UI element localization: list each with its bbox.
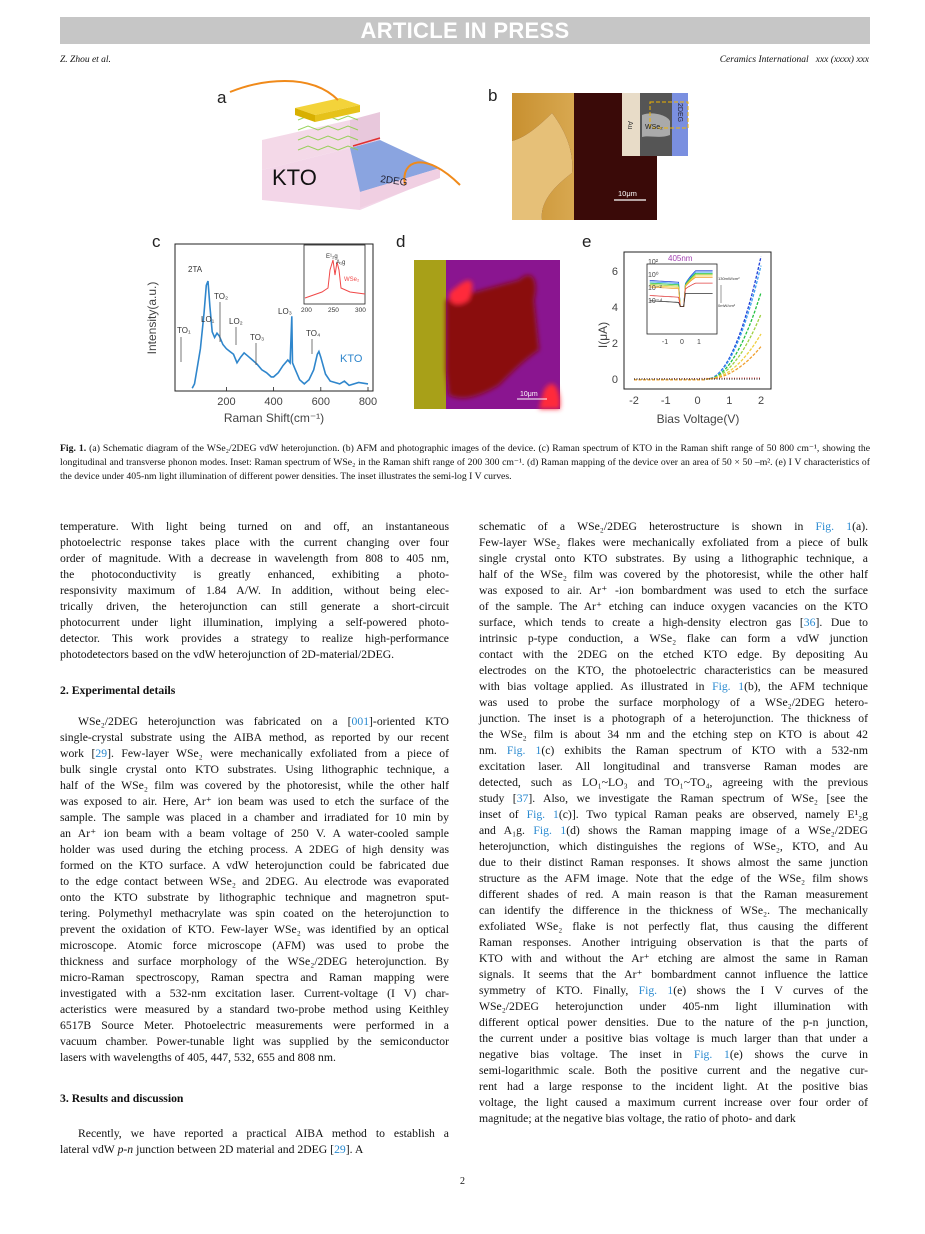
peak-to1: TO₁ (177, 326, 191, 335)
text-line: with bias voltage applied. As illustrated in Fig. 1(b), the AFM technique (479, 680, 868, 693)
left-para-2 (60, 714, 449, 1066)
text-line: exfoliated WSe₂ flake is not perfectly flat, thus causing the different (479, 920, 868, 933)
text-line: heterojunction, which distinguishes the regions of WSe₂, KTO, and Au (479, 840, 868, 853)
raman-mapping-image (414, 260, 560, 409)
e-ytick-label: 2 (611, 338, 618, 350)
e-xlabel: Bias Voltage(V) (656, 412, 740, 426)
panel-label-e: e (582, 232, 592, 251)
text-line: thickness and surface morphology of the WSe₂/2DEG heterojunction. By (60, 955, 449, 968)
inset-ytick-label: 10² (648, 259, 659, 266)
text-line: nm. Fig. 1(c) exhibits the Raman spectrum of KTO with a 532-nm (479, 744, 868, 757)
right-para (479, 519, 868, 1127)
section-heading-results: 3. Results and discussion (60, 1092, 184, 1105)
text-line: surface, which tends to create a high-density electron gas [36]. Due to (479, 616, 868, 629)
text-line: WSe₂/2DEG heterojunction was fabricated on a [001]-oriented KTO (78, 715, 449, 728)
text-line: rent had a large response to the incident light. At the positive bias (479, 1080, 868, 1093)
heterojunction-schematic (240, 80, 480, 210)
figure-link[interactable]: Fig. 1 (712, 680, 745, 693)
text-line: half of the WSe₂ film was covered by the photoresist, while the other half (479, 568, 868, 581)
figure-link[interactable]: Fig. 1 (638, 984, 674, 997)
peak-to4: TO₄ (306, 329, 321, 338)
inset-xtick-label: 0 (680, 339, 684, 346)
text-line: WSe₂/2DEG heterojunction under 405-nm light illumination with (479, 1000, 868, 1013)
reference-link[interactable]: 37 (516, 792, 529, 805)
wavelength-label: 405nm (668, 254, 693, 263)
peak-to3: TO₃ (250, 333, 265, 342)
text-line: trically driven, the heterojunction can still generate a short-circuit (60, 600, 449, 613)
text-line: study [37]. Also, we investigate the Raman spectrum of WSe₂ [see the (479, 792, 868, 805)
c-xtick-label: 400 (264, 396, 283, 408)
figure-link[interactable]: Fig. 1 (506, 744, 542, 757)
inset-xtick-label: -1 (661, 339, 669, 346)
text-line: contact with the 2DEG on the etched KTO edge. By depositing Au (479, 648, 868, 661)
text-line: junction. The inset is a photograph of a heterojunction. The thickness of (479, 712, 868, 725)
text-line: sample. The sample was placed in a chamber and irradiated for 10 min by (60, 811, 449, 824)
peak-lo3: LO₃ (278, 307, 292, 316)
figure-caption (60, 442, 870, 485)
text-line: prevent the oxidation of KTO. Few-layer WSe₂ was identified by an optical (60, 923, 449, 936)
inset-2deg-label: 2DEG (676, 103, 683, 123)
text-line: work [29]. Few-layer WSe₂ were mechanically exfoliated from a piece of (60, 747, 449, 760)
text-line: lasers with wavelengths of 405, 447, 532, 655 and 808 nm. (60, 1051, 336, 1064)
c-xlabel: Raman Shift(cm⁻¹) (223, 411, 325, 425)
text-line: KTO with and without the Ar⁺ etching are almost the same in Raman (479, 952, 868, 965)
e-ylabel: I(μA) (596, 321, 610, 349)
text-line: due to their distinct Raman responses. It shows almost the same junction (479, 856, 868, 869)
text-line: was used to probe the surface morphology of a WSe₂/2DEG hetero- (479, 696, 868, 709)
text-line: photocurrent under light illumination, implying a self-powered photo- (60, 616, 449, 629)
text-line: different optical power densities. Due to the nature of the p-n junction, (479, 1016, 868, 1029)
text-line: was exposed to air. Here, Ar⁺ ion beam was used to etch the surface of the (60, 795, 449, 808)
max-power-label: 130mW/cm² (718, 276, 740, 281)
kto-series-label: KTO (340, 353, 363, 365)
text-line: tering. Polymethyl methacrylate was spin coated on the heterojunction to (60, 907, 449, 920)
text-line: to the edge contact between WSe₂ and 2DEG. Au electrode was evaporated (60, 875, 449, 888)
panel-label-d: d (396, 232, 406, 251)
text-line: Recently, we have reported a practical AIBA method to establish a (78, 1127, 449, 1140)
text-line: photodetectors based on the vdW heterojunction of 2D-material/2DEG. (60, 648, 395, 661)
inset-au-label: Au (626, 121, 633, 130)
inset-wse2-label: WSe₂ (645, 124, 663, 131)
article-in-press-banner: ARTICLE IN PRESS (60, 17, 870, 44)
text-line: formed on the KTO surface. A vdW heterojunction could be fabricated due (60, 859, 449, 872)
reference-link[interactable]: 29 (95, 747, 108, 760)
text-line: vacuum chamber. Power-tunable light was supplied by the semiconductor (60, 1035, 449, 1048)
text-line: electrodes on the KTO, the photoelectric characteristics can be measured (479, 664, 868, 677)
text-line: order of magnitude. With a decrease in wavelength from 808 to 405 nm, (60, 552, 449, 565)
reference-link[interactable]: 29 (334, 1143, 346, 1156)
figure-link[interactable]: Fig. 1 (693, 1048, 730, 1061)
reference-link[interactable]: 001 (351, 715, 370, 728)
text-line: microscope. Atomic force microscope (AFM) was used to probe the (60, 939, 449, 952)
text-line: structure as the AFM image. Note that the edge of the WSe₂ film shows (479, 872, 868, 885)
text-line: bulk single crystal onto KTO substrates. Using lithographic technique, a (60, 763, 449, 776)
inset-ytick-label: 10⁻⁴ (648, 298, 663, 305)
inset-xtick-label: 1 (697, 339, 701, 346)
inset-xtick: 250 (328, 307, 339, 314)
c-ylabel: Intensity(a.u.) (145, 281, 159, 355)
text-line: half of the WSe₂ film was covered by the photoresist, while the other half (60, 779, 449, 792)
page-number: 2 (460, 1176, 465, 1187)
text-line: different shades of red. A main reason is that the Raman measurement (479, 888, 868, 901)
section-heading-experimental: 2. Experimental details (60, 684, 176, 697)
text-line: intrinsic p-type conduction, a WSe₂ flake can form a vdW junction (479, 632, 868, 645)
inset-ytick-label: 10⁰ (648, 272, 659, 279)
caption-text: (a) Schematic diagram of the WSe₂/2DEG vdW heterojunction. (b) AFM and photographic images of the device. (c) Raman spectrum of KTO in the Raman shift range of 50 800 cm⁻¹, showing the longitudinal and transverse phonon modes. Inset: Raman spectrum of WSe₂ in the Raman shift range of 200 300 cm⁻¹. (d) Raman mapping of the device over an area of 50 × 50 –m². (e) I V characteristics of the device under 405-nm light illumination of different power densities. The inset illustrates the semi-log I V curves. (60, 443, 870, 483)
e-ytick-label: 0 (611, 374, 618, 386)
panel-label-c: c (152, 232, 161, 251)
text-line: 6517B Source Meter. Photoelectric measurements were performed in a (60, 1019, 449, 1032)
text-line: the current under a positive bias voltage is much larger than that under a (479, 1032, 868, 1045)
text-line: an Ar⁺ ion beam with a beam voltage of 250 V. A water-cooled sample (60, 827, 449, 840)
e-xtick-label: -2 (629, 395, 639, 407)
2deg-label: 2DEG (379, 174, 409, 189)
e-xtick-label: 2 (757, 395, 765, 407)
figure-link[interactable]: Fig. 1 (533, 824, 567, 837)
text-line: the photoconductivity is greatly enhanced, exhibiting a photo- (60, 568, 449, 581)
text-line: voltage, the light caused a maximum current increase over four order of (479, 1096, 868, 1109)
iv-curves-chart (590, 230, 790, 430)
left-para-1 (60, 519, 449, 663)
e-ytick-label: 4 (611, 302, 618, 314)
kto-label: KTO (272, 165, 317, 190)
inset-peak-a1g: A₁g (336, 260, 346, 266)
min-power-label: 0mW/cm² (718, 303, 736, 308)
text-line: onto the KTO substrate by lithographic technique and magnetron sput- (60, 891, 449, 904)
peak-lo1: LO₁ (201, 315, 215, 324)
text-line: holder was used during the etching process. A 2DEG of high density was (60, 843, 449, 856)
inset-wse2-label: WSe₂ (344, 277, 360, 283)
panel-label-b: b (488, 86, 498, 105)
text-line: can identify the difference in the thickness of WSe₂. The mechanically (479, 904, 868, 917)
text-line: inset of Fig. 1(c)]. Two typical Raman peaks are observed, namely E¹₂g (479, 808, 868, 821)
text-line: negative bias voltage. The inset in Fig. 1(e) shows the curve in (479, 1048, 868, 1061)
figure-link[interactable]: Fig. 1 (526, 808, 559, 821)
text-line: signals. It seems that the Ar⁺ bombardment cannot influence the lattice (479, 968, 868, 981)
afm-scale-bar: 10μm (618, 189, 637, 198)
caption-label: Fig. 1. (60, 443, 87, 454)
text-line: schematic of a WSe₂/2DEG heterostructure is shown in Fig. 1(a). (479, 520, 869, 533)
text-line: detected, such as LO₁~LO₃ and TO₁~TO₄, agreeing with the previous (479, 776, 868, 789)
text-line: semi-logarithmic scale. Both the positive current and the negative cur- (479, 1064, 868, 1077)
text-line: excitation laser. All longitudinal and transverse Raman modes are (479, 760, 868, 773)
inset-ytick-label: 10⁻² (648, 285, 662, 292)
e-xtick-label: -1 (660, 395, 671, 407)
text-line: Raman responses. Another intriguing observation is that the parts of (479, 936, 868, 949)
c-xtick-label: 600 (311, 396, 330, 408)
reference-link[interactable]: 36 (803, 616, 816, 629)
text-line: investigated with a 532-nm excitation laser. Current-voltage (I V) char- (60, 987, 449, 1000)
inset-xtick: 200 (301, 307, 312, 314)
text-line: responsivity maximum of 1.84 A/W. In addition, without being elec- (60, 584, 449, 597)
e-ytick-label: 6 (611, 266, 618, 278)
text-line: single-crystal substrate using the AIBA method, as reported by our recent (60, 731, 449, 744)
raman-spectrum-chart (145, 230, 390, 430)
e-xtick-label: 1 (726, 395, 733, 407)
running-head-authors: Z. Zhou et al. (60, 55, 111, 65)
left-para-3 (60, 1126, 449, 1158)
panel-label-a: a (217, 88, 227, 107)
text-line: lateral vdW p-n junction between 2D material and 2DEG [29]. A (60, 1143, 364, 1156)
text-line: acteristics were measured by a standard two-probe method using Keithley (60, 1003, 449, 1016)
text-line: was exposed to air. Ar⁺ -ion bombardment was used to etch the surface (479, 584, 868, 597)
text-line: temperature. With light being turned on and off, an instantaneous (60, 520, 449, 533)
running-head-journal: Ceramics International xxx (xxxx) xxx (719, 55, 869, 65)
mapping-scale-bar: 10μm (520, 391, 538, 398)
c-xtick-label: 200 (217, 396, 236, 408)
peak-lo2: LO₂ (229, 317, 243, 326)
text-line: micro-Raman spectroscopy, Raman spectra and Raman mapping were (60, 971, 449, 984)
e-xtick-label: 0 (694, 395, 701, 407)
text-line: Few-layer WSe₂ flakes were mechanically exfoliated from a piece of bulk (479, 536, 868, 549)
text-line: photoelectric response takes place with the current changing over four (60, 536, 449, 549)
peak-2ta: 2TA (188, 265, 203, 274)
c-xtick-label: 800 (358, 396, 378, 408)
peak-to2: TO₂ (214, 292, 229, 301)
text-line: single crystal onto KTO substrates. By using a lithographic technique, a (479, 552, 868, 565)
text-line: symmetry of KTO. Finally, Fig. 1(e) shows the I V curves of the (479, 984, 869, 997)
text-line: and A₁g. Fig. 1(d) shows the Raman mapping image of a WSe₂/2DEG (479, 824, 868, 837)
inset-xtick: 300 (355, 307, 366, 314)
text-line: detector. This work provides a strategy to realize high-performance (60, 632, 449, 645)
text-line: magnitude; at the negative bias voltage, the ratio of photo- and dark (479, 1112, 796, 1125)
text-line: the WSe₂ film is about 34 nm and the etching step on KTO is about 42 (479, 728, 868, 741)
afm-image (512, 93, 688, 221)
inset-peak-e2g: E¹₂g (326, 254, 338, 260)
text-line: of the sample. The Ar⁺ etching can induce oxygen vacancies on the KTO (479, 600, 868, 613)
figure-link[interactable]: Fig. 1 (815, 520, 853, 533)
